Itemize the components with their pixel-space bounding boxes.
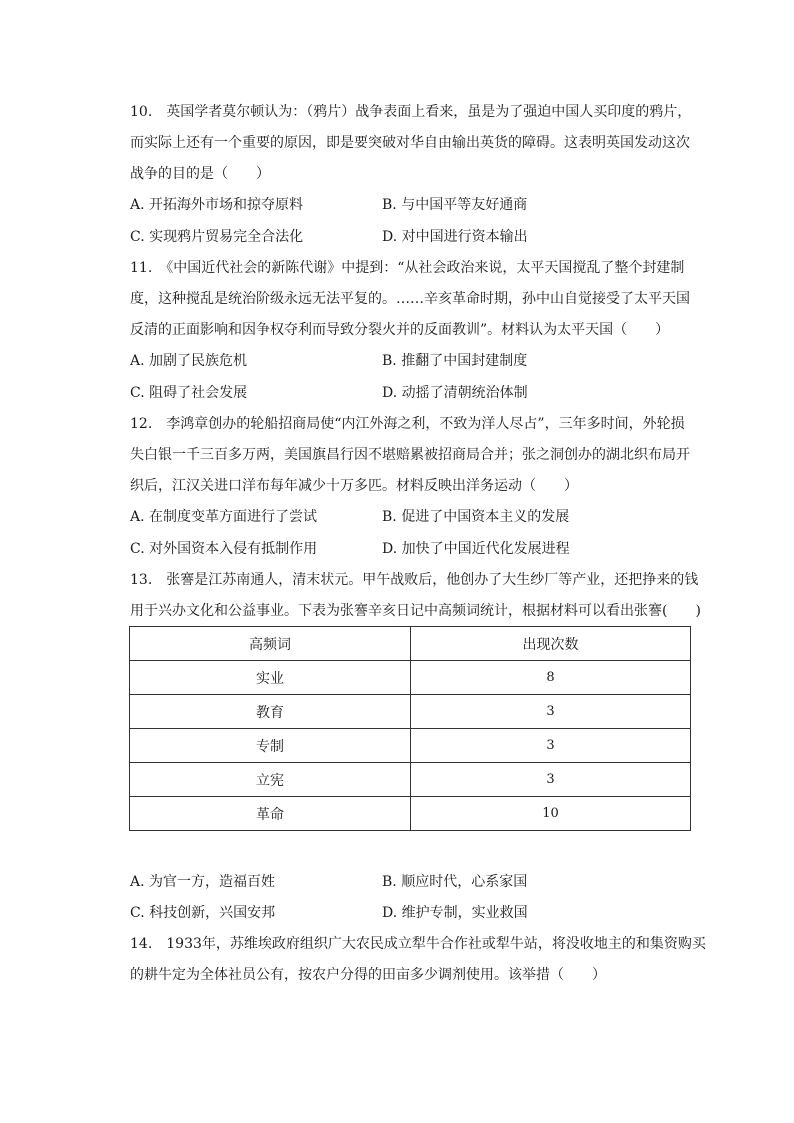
table-row (130, 695, 691, 729)
table-header-row (130, 627, 691, 661)
question-11-option-b: B. 推翻了中国封建制度 (382, 353, 528, 369)
question-11-line-2: 度，这种搅乱是统治阶级永远无法平复的。……辛亥革命时期，孙中山自觉接受了太平天国 (130, 291, 690, 307)
table-cell-count: 3 (411, 695, 691, 729)
table-header-count: 出现次数 (411, 627, 691, 661)
question-11-option-a: A. 加剧了民族危机 (130, 353, 248, 369)
table-row (130, 661, 691, 695)
table-row (130, 763, 691, 797)
table-row (130, 797, 691, 831)
question-12-line-1: 12. 李鸿章创办的轮船招商局使“内江外海之利，不致为洋人尽占”，三年多时间，外轮损 (130, 416, 685, 432)
table-cell-count: 3 (411, 729, 691, 763)
question-12-option-c: C. 对外国资本入侵有抵制作用 (130, 541, 318, 557)
question-10-option-d: D. 对中国进行资本输出 (382, 229, 528, 245)
table-cell-word: 专制 (130, 729, 411, 763)
high-frequency-word-table (129, 626, 691, 831)
question-12-line-3: 织后，江汉关进口洋布每年减少十万多匹。材料反映出洋务运动（ ） (130, 478, 578, 494)
question-13-option-b: B. 顺应时代，心系家国 (382, 874, 528, 890)
table-cell-count: 10 (411, 797, 691, 831)
question-14-line-2: 的耕牛定为全体社员公有，按农户分得的田亩多少调剂使用。该举措（ ） (130, 967, 606, 983)
question-13-option-a: A. 为官一方，造福百姓 (130, 874, 276, 890)
question-14-line-1: 14. 1933年，苏维埃政府组织广大农民成立犁牛合作社或犁牛站，将没收地主的和集资购买 (130, 936, 706, 952)
question-13-line-1: 13. 张謇是江苏南通人，清末状元。甲午战败后，他创办了大生纱厂等产业，还把挣来的钱 (130, 572, 699, 588)
question-10-option-c: C. 实现鸦片贸易完全合法化 (130, 229, 304, 245)
question-13-option-c: C. 科技创新，兴国安邦 (130, 905, 276, 921)
question-12-line-2: 失白银一千三百多万两，美国旗昌行因不堪赔累被招商局合并；张之洞创办的湖北织布局开 (130, 447, 690, 463)
question-11-line-3: 反清的正面影响和因争权夺利而导致分裂火并的反面教训”。材料认为太平天国（ ） (130, 322, 670, 338)
question-13-option-d: D. 维护专制，实业救国 (382, 905, 528, 921)
table-cell-word: 实业 (130, 661, 411, 695)
table-row (130, 729, 691, 763)
question-10-option-b: B. 与中国平等友好通商 (382, 197, 528, 213)
question-10-line-1: 10. 英国学者莫尔顿认为：（鸦片）战争表面上看来，虽是为了强迫中国人买印度的鸦片， (130, 104, 692, 120)
table-cell-count: 8 (411, 661, 691, 695)
question-12-option-b: B. 促进了中国资本主义的发展 (382, 509, 570, 525)
table-cell-word: 教育 (130, 695, 411, 729)
question-10-line-2: 而实际上还有一个重要的原因，即是要突破对华自由输出英货的障碍。这表明英国发动这次 (130, 135, 690, 151)
question-11-option-d: D. 动摇了清朝统治体制 (382, 385, 528, 401)
table-cell-word: 立宪 (130, 763, 411, 797)
question-11-option-c: C. 阻碍了社会发展 (130, 385, 248, 401)
question-12-option-d: D. 加快了中国近代化发展进程 (382, 541, 570, 557)
table-header-word: 高频词 (130, 627, 411, 661)
question-10-option-a: A. 开拓海外市场和掠夺原料 (130, 197, 304, 213)
question-11-line-1: 11. 《中国近代社会的新陈代谢》中提到：“从社会政治来说，太平天国搅乱了整个封建制 (130, 260, 685, 276)
question-12-option-a: A. 在制度变革方面进行了尝试 (130, 509, 318, 525)
table-cell-word: 革命 (130, 797, 411, 831)
table-cell-count: 3 (411, 763, 691, 797)
question-13-line-2: 用于兴办文化和公益事业。下表为张謇辛亥日记中高频词统计，根据材料可以看出张謇( ) (130, 603, 701, 619)
question-10-line-3: 战争的目的是（ ） (130, 166, 270, 182)
